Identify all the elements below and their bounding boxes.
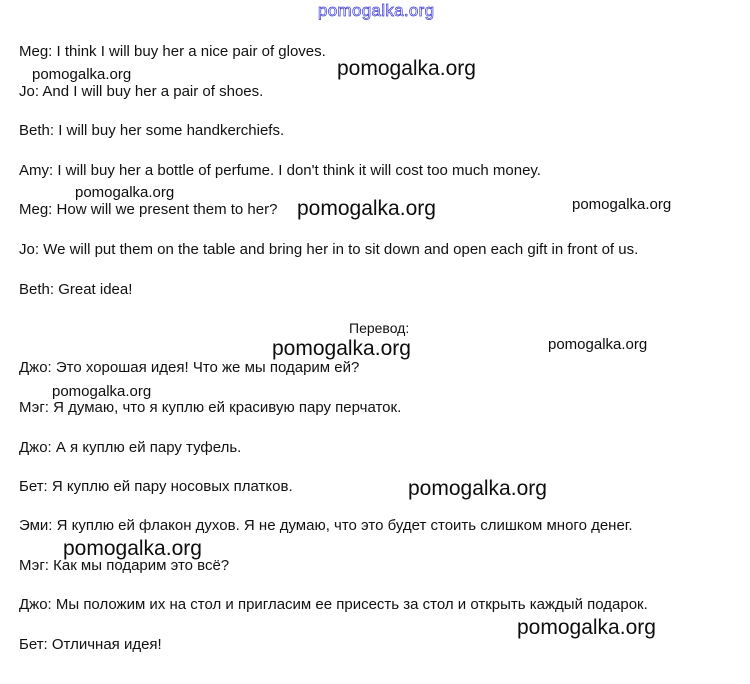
russian-line-meg-present: Мэг: Как мы подарим это всё? bbox=[19, 557, 230, 574]
watermark: pomogalka.org bbox=[52, 383, 152, 400]
russian-line-beth-handkerchiefs: Бет: Я куплю ей пару носовых платков. bbox=[19, 478, 293, 495]
russian-line-jo-shoes: Джо: А я куплю ей пару туфель. bbox=[19, 439, 242, 456]
english-line-beth-great-idea: Beth: Great idea! bbox=[19, 281, 133, 298]
watermark: pomogalka.org bbox=[297, 197, 436, 220]
watermark: pomogalka.org bbox=[572, 196, 672, 213]
watermark: pomogalka.org bbox=[32, 66, 132, 83]
watermark: pomogalka.org bbox=[63, 537, 202, 560]
watermark: pomogalka.org bbox=[517, 616, 656, 639]
russian-line-jo-table: Джо: Мы положим их на стол и пригласим ее присесть за стол и открыть каждый подарок. bbox=[19, 596, 648, 613]
english-line-jo-table: Jo: We will put them on the table and bring her in to sit down and open each gift in front of us. bbox=[19, 241, 639, 258]
watermark: pomogalka.org bbox=[337, 57, 476, 80]
russian-line-meg-gloves: Мэг: Я думаю, что я куплю ей красивую пару перчаток. bbox=[19, 399, 402, 416]
english-line-amy-perfume: Amy: I will buy her a bottle of perfume. I don't think it will cost too much money. bbox=[19, 162, 541, 179]
header-watermark: pomogalka.org bbox=[318, 1, 435, 20]
english-line-meg-gloves: Meg: I think I will buy her a nice pair of gloves. bbox=[19, 43, 326, 60]
russian-line-beth-great-idea: Бет: Отличная идея! bbox=[19, 636, 162, 653]
translation-heading: Перевод: bbox=[349, 320, 410, 336]
english-line-jo-shoes: Jo: And I will buy her a pair of shoes. bbox=[19, 83, 264, 100]
watermark: pomogalka.org bbox=[272, 337, 411, 360]
watermark: pomogalka.org bbox=[548, 336, 648, 353]
english-line-beth-handkerchiefs: Beth: I will buy her some handkerchiefs. bbox=[19, 122, 285, 139]
watermark: pomogalka.org bbox=[408, 477, 547, 500]
russian-line-jo-good-idea: Джо: Это хорошая идея! Что же мы подарим ей? bbox=[19, 359, 360, 376]
english-line-meg-present: Meg: How will we present them to her? bbox=[19, 201, 278, 218]
russian-line-amy-perfume: Эми: Я куплю ей флакон духов. Я не думаю, что это будет стоить слишком много денег. bbox=[19, 517, 633, 534]
watermark: pomogalka.org bbox=[75, 184, 175, 201]
